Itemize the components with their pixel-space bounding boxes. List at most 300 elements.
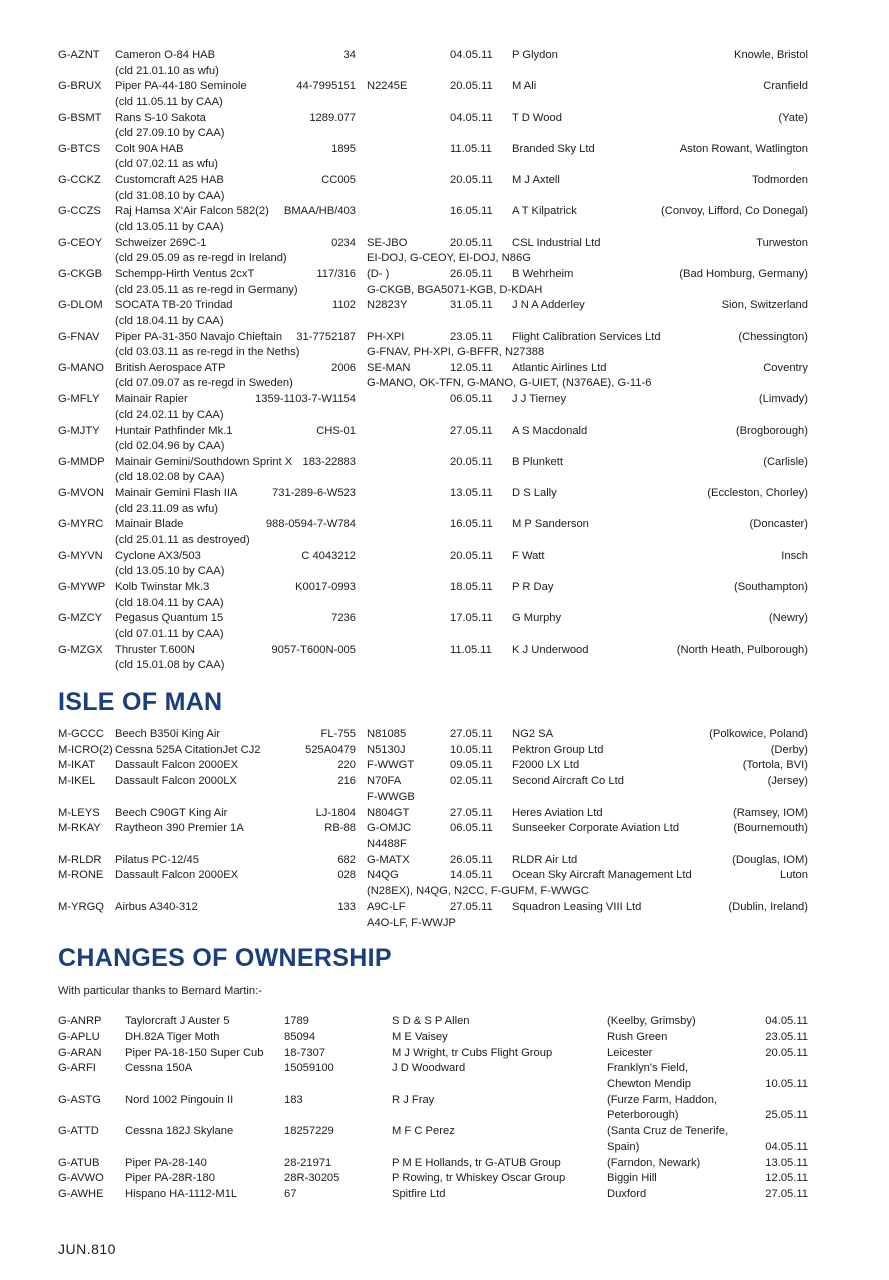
registration: G-MYWP	[58, 581, 106, 594]
previous-identities-note: (N28EX), N4QG, N2CC, F-GUFM, F-WWGC	[367, 885, 589, 898]
date: 16.05.11	[450, 518, 493, 531]
registration: G-MYRC	[58, 518, 104, 531]
owner: M F C Perez	[392, 1125, 455, 1138]
aircraft-type: Piper PA-44-180 Seminole	[115, 80, 247, 93]
iom-row	[58, 868, 808, 900]
aircraft-type: Cessna 150A	[125, 1062, 193, 1075]
changes-of-ownership-list	[58, 1014, 808, 1203]
aircraft-type: Schempp-Hirth Ventus 2cxT	[115, 268, 255, 281]
registration: G-BSMT	[58, 111, 102, 124]
owner: RLDR Air Ltd	[512, 853, 578, 866]
registration: M-IKEL	[58, 775, 96, 788]
aircraft-type: Dassault Falcon 2000EX	[115, 759, 239, 772]
location: (Douglas, IOM)	[732, 853, 808, 866]
dereg-row	[58, 611, 808, 642]
cancellation-note: (cld 03.03.11 as re-regd in the Neths)	[115, 346, 300, 359]
date: 04.05.11	[765, 1140, 808, 1153]
previous-identity: F-WWGT	[367, 759, 415, 772]
location: (Bournemouth)	[733, 822, 808, 835]
registration: M-YRGQ	[58, 900, 104, 913]
date: 31.05.11	[450, 299, 493, 312]
dereg-row	[58, 392, 808, 423]
registration: G-BRUX	[58, 80, 102, 93]
date: 27.05.11	[450, 728, 493, 740]
date: 12.05.11	[765, 1172, 808, 1185]
serial-number: 15059100	[284, 1062, 334, 1075]
aircraft-type: Beech C90GT King Air	[115, 806, 228, 819]
location: (Ramsey, IOM)	[733, 806, 808, 819]
cancellation-note: (cld 07.01.11 by CAA)	[115, 627, 224, 640]
owner: P Glydon	[512, 49, 558, 61]
aircraft-type: Mainair Gemini/Southdown Sprint X	[115, 455, 293, 468]
registration: G-CEOY	[58, 236, 103, 249]
cancellation-note: (cld 13.05.11 by CAA)	[115, 220, 224, 233]
serial-number: 1789	[284, 1015, 309, 1027]
registration: G-AVWO	[58, 1172, 104, 1185]
aircraft-type: Nord 1002 Pingouin II	[125, 1093, 234, 1106]
dereg-row	[58, 204, 808, 235]
iom-row	[58, 900, 808, 932]
aircraft-type: Cameron O-84 HAB	[115, 49, 216, 61]
location: Turweston	[756, 236, 808, 249]
previous-identity: SE-MAN	[367, 361, 411, 374]
serial-number: 7236	[331, 612, 356, 625]
serial-number: 1359-1103-7-W1154	[255, 393, 356, 406]
serial-number: K0017-0993	[295, 581, 356, 594]
location: Luton	[780, 869, 808, 882]
previous-identities-note: G-FNAV, PH-XPI, G-BFFR, N27388	[367, 346, 545, 359]
previous-identity: N2245E	[367, 80, 408, 93]
iom-row	[58, 806, 808, 822]
serial-number: 18-7307	[284, 1046, 326, 1059]
previous-identities-note: N4488F	[367, 837, 407, 850]
date: 13.05.11	[450, 487, 493, 500]
aircraft-type: Taylorcraft J Auster 5	[125, 1015, 230, 1027]
owner: M J Wright, tr Cubs Flight Group	[392, 1046, 553, 1059]
cancellation-note: (cld 18.02.08 by CAA)	[115, 471, 225, 484]
owner: M J Axtell	[512, 174, 560, 187]
location: (Chessington)	[738, 330, 808, 343]
location-line: Peterborough)	[607, 1109, 679, 1122]
owner: NG2 SA	[512, 728, 554, 740]
aircraft-type: DH.82A Tiger Moth	[125, 1030, 220, 1043]
previous-identities-note: A4O-LF, F-WWJP	[367, 916, 456, 929]
location: (Brogborough)	[735, 424, 808, 437]
previous-identities-note: G-MANO, OK-TFN, G-MANO, G-UIET, (N376AE), G-11-6	[367, 377, 652, 390]
date: 18.05.11	[450, 581, 493, 594]
aircraft-type: Schweizer 269C-1	[115, 236, 207, 249]
date: 25.05.11	[765, 1109, 808, 1122]
location: (Carlisle)	[763, 455, 808, 468]
serial-number: 1289.077	[309, 111, 356, 124]
location: (Southampton)	[733, 581, 808, 594]
registration: M-ICRO(2)	[58, 743, 113, 756]
aircraft-type: Piper PA-18-150 Super Cub	[125, 1046, 264, 1059]
ownership-row	[58, 1156, 808, 1172]
location: Sion, Switzerland	[721, 299, 808, 312]
location: (Convoy, Lifford, Co Donegal)	[661, 205, 808, 218]
registration: M-RONE	[58, 869, 104, 882]
serial-number: 9057-T600N-005	[271, 643, 356, 656]
aircraft-type: Cessna 525A CitationJet CJ2	[115, 743, 261, 756]
owner: J J Tierney	[512, 393, 567, 406]
aircraft-type: Mainair Blade	[115, 518, 184, 531]
owner: G Murphy	[512, 612, 562, 625]
location-line: Biggin Hill	[607, 1172, 657, 1185]
owner: Branded Sky Ltd	[512, 142, 595, 155]
registration: G-MMDP	[58, 455, 105, 468]
registration: G-CCKZ	[58, 174, 101, 187]
previous-identity: N70FA	[367, 775, 402, 788]
serial-number: 731-289-6-W523	[272, 487, 356, 500]
dereg-row	[58, 486, 808, 517]
previous-identity: G-MATX	[367, 853, 410, 866]
aircraft-type: SOCATA TB-20 Trindad	[115, 299, 233, 312]
aircraft-type: Rans S-10 Sakota	[115, 111, 206, 124]
owner: F2000 LX Ltd	[512, 759, 580, 772]
registration: G-ARFI	[58, 1062, 96, 1075]
location-line: Rush Green	[607, 1030, 668, 1043]
dereg-row	[58, 361, 808, 392]
cancellation-note: (cld 31.08.10 by CAA)	[115, 189, 225, 202]
aircraft-type: Dassault Falcon 2000EX	[115, 869, 239, 882]
previous-identity: G-OMJC	[367, 822, 412, 835]
location: (Derby)	[770, 743, 808, 756]
serial-number: 28-21971	[284, 1156, 332, 1169]
date: 04.05.11	[765, 1015, 808, 1027]
owner: T D Wood	[512, 111, 562, 124]
registration: G-MZCY	[58, 612, 103, 625]
serial-number: FL-755	[320, 728, 356, 740]
serial-number: 133	[337, 900, 356, 913]
serial-number: 0234	[331, 236, 356, 249]
previous-identity: N2823Y	[367, 299, 408, 312]
cancellation-note: (cld 29.05.09 as re-regd in Ireland)	[115, 252, 287, 265]
owner: M Ali	[512, 80, 537, 93]
serial-number: 525A0479	[304, 743, 356, 756]
serial-number: 1102	[331, 299, 356, 312]
registration: G-MZGX	[58, 643, 103, 656]
owner: Ocean Sky Aircraft Management Ltd	[512, 869, 692, 882]
owner: F Watt	[512, 549, 545, 562]
owner: Pektron Group Ltd	[512, 743, 604, 756]
aircraft-type: Airbus A340-312	[115, 900, 198, 913]
date: 23.05.11	[450, 330, 493, 343]
aircraft-type: Piper PA-28R-180	[125, 1172, 215, 1185]
aircraft-type: Pilatus PC-12/45	[115, 853, 199, 866]
owner: CSL Industrial Ltd	[512, 236, 601, 249]
registration: G-MJTY	[58, 424, 100, 437]
serial-number: 1895	[331, 142, 356, 155]
dereg-row	[58, 236, 808, 267]
aircraft-type: Beech B350i King Air	[115, 728, 221, 740]
location: (Bad Homburg, Germany)	[679, 268, 808, 281]
isle-of-man-list	[58, 727, 808, 931]
owner: A T Kilpatrick	[512, 205, 577, 218]
page-folio: JUN.810	[58, 1241, 116, 1257]
owner: M P Sanderson	[512, 518, 589, 531]
aircraft-type: Huntair Pathfinder Mk.1	[115, 424, 233, 437]
registration: M-RKAY	[58, 822, 101, 835]
registration: G-AZNT	[58, 49, 100, 61]
serial-number: 220	[337, 759, 356, 772]
owner: P R Day	[512, 581, 554, 594]
ownership-row	[58, 1046, 808, 1062]
cancellation-note: (cld 15.01.08 by CAA)	[115, 659, 225, 672]
serial-number: 34	[343, 49, 356, 61]
registration: G-MVON	[58, 487, 104, 500]
location-line: (Keelby, Grimsby)	[607, 1015, 696, 1027]
location: (Doncaster)	[749, 518, 808, 531]
date: 10.05.11	[450, 743, 493, 756]
date: 13.05.11	[765, 1156, 808, 1169]
previous-identity: A9C-LF	[367, 900, 406, 913]
date: 16.05.11	[450, 205, 493, 218]
aircraft-type: Pegasus Quantum 15	[115, 612, 224, 625]
owner: Flight Calibration Services Ltd	[512, 330, 661, 343]
cancellation-note: (cld 25.01.11 as destroyed)	[115, 533, 250, 546]
previous-identity: PH-XPI	[367, 330, 405, 343]
dereg-row	[58, 267, 808, 298]
location: (Limvady)	[758, 393, 808, 406]
date: 20.05.11	[450, 549, 493, 562]
serial-number: CC005	[321, 174, 356, 187]
serial-number: 2006	[331, 361, 356, 374]
location-line: Leicester	[607, 1046, 653, 1059]
aircraft-type: Kolb Twinstar Mk.3	[115, 581, 210, 594]
previous-identity: N804GT	[367, 806, 410, 819]
serial-number: 18257229	[284, 1125, 334, 1138]
date: 06.05.11	[450, 822, 493, 835]
registration: G-ASTG	[58, 1093, 101, 1106]
ownership-row	[58, 1014, 808, 1030]
date: 27.05.11	[450, 900, 493, 913]
cancellation-note: (cld 11.05.11 by CAA)	[115, 95, 223, 108]
iom-row	[58, 821, 808, 853]
aircraft-type: Piper PA-28-140	[125, 1156, 207, 1169]
cancellation-note: (cld 13.05.10 by CAA)	[115, 565, 225, 578]
date: 10.05.11	[765, 1077, 808, 1090]
cancellation-note: (cld 02.04.96 by CAA)	[115, 440, 225, 453]
previous-identity: N5130J	[367, 743, 406, 756]
dereg-row	[58, 424, 808, 455]
owner: P M E Hollands, tr G-ATUB Group	[392, 1156, 561, 1169]
serial-number: 85094	[284, 1030, 316, 1043]
date: 20.05.11	[450, 236, 493, 249]
registration: G-MANO	[58, 361, 104, 374]
serial-number: C 4043212	[301, 549, 356, 562]
aircraft-type: Mainair Gemini Flash IIA	[115, 487, 238, 500]
location-line: (Farndon, Newark)	[607, 1156, 701, 1169]
dereg-row	[58, 48, 808, 79]
registration: G-FNAV	[58, 330, 100, 343]
aircraft-type: Hispano HA-1112-M1L	[125, 1188, 238, 1201]
ownership-row	[58, 1093, 808, 1124]
registration: G-ANRP	[58, 1015, 102, 1027]
location: (North Heath, Pulborough)	[676, 643, 808, 656]
dereg-row	[58, 643, 808, 674]
location: Coventry	[763, 361, 808, 374]
cancellation-note: (cld 23.05.11 as re-regd in Germany)	[115, 283, 298, 296]
previous-identities-note: F-WWGB	[367, 790, 415, 803]
date: 02.05.11	[450, 775, 493, 788]
serial-number: CHS-01	[316, 424, 356, 437]
iom-row	[58, 743, 808, 759]
aircraft-type: Raytheon 390 Premier 1A	[115, 822, 244, 835]
iom-row	[58, 758, 808, 774]
owner: Spitfire Ltd	[392, 1188, 446, 1201]
date: 27.05.11	[765, 1188, 808, 1201]
dereg-row	[58, 298, 808, 329]
serial-number: 117/316	[316, 268, 356, 281]
owner: Second Aircraft Co Ltd	[512, 775, 624, 788]
location-line: Duxford	[607, 1188, 647, 1201]
serial-number: BMAA/HB/403	[283, 205, 356, 218]
serial-number: 183	[284, 1093, 303, 1106]
location: (Jersey)	[767, 775, 808, 788]
serial-number: 44-7995151	[296, 80, 356, 93]
location-line: (Furze Farm, Haddon,	[607, 1093, 718, 1106]
registration: G-ARAN	[58, 1046, 102, 1059]
changes-intro: With particular thanks to Bernard Martin:-	[58, 985, 262, 997]
registration: G-AWHE	[58, 1188, 104, 1201]
serial-number: 028	[337, 869, 356, 882]
owner: J D Woodward	[392, 1062, 466, 1075]
previous-identities-note: G-CKGB, BGA5071-KGB, D-KDAH	[367, 283, 543, 296]
serial-number: 31-7752187	[296, 330, 356, 343]
dereg-row	[58, 142, 808, 173]
location: Cranfield	[763, 80, 808, 93]
aircraft-type: Piper PA-31-350 Navajo Chieftain	[115, 330, 283, 343]
location: (Tortola, BVI)	[742, 759, 808, 772]
serial-number: 28R-30205	[284, 1172, 340, 1185]
cancellation-note: (cld 23.11.09 as wfu)	[115, 502, 219, 515]
cancellation-note: (cld 18.04.11 by CAA)	[115, 596, 224, 609]
serial-number: 216	[337, 775, 356, 788]
aircraft-type: Mainair Rapier	[115, 393, 188, 406]
ownership-row	[58, 1124, 808, 1155]
serial-number: 988-0594-7-W784	[265, 518, 356, 531]
date: 17.05.11	[450, 612, 493, 625]
owner: J N A Adderley	[512, 299, 585, 312]
location: Todmorden	[752, 174, 808, 187]
registration: G-MFLY	[58, 393, 100, 406]
date: 11.05.11	[450, 643, 492, 656]
cancellation-note: (cld 07.09.07 as re-regd in Sweden)	[115, 377, 293, 390]
iom-row	[58, 774, 808, 806]
aircraft-type: Cyclone AX3/503	[115, 549, 201, 562]
iom-row	[58, 727, 808, 743]
previous-identities-note: EI-DOJ, G-CEOY, EI-DOJ, N86G	[367, 252, 531, 265]
changes-of-ownership-heading: CHANGES OF OWNERSHIP	[58, 944, 392, 972]
isle-of-man-heading: ISLE OF MAN	[58, 688, 223, 716]
dereg-row	[58, 517, 808, 548]
date: 11.05.11	[450, 142, 492, 155]
location: Knowle, Bristol	[734, 49, 808, 61]
dereg-row	[58, 580, 808, 611]
serial-number: RB-88	[324, 822, 356, 835]
location: (Yate)	[778, 111, 808, 124]
date: 26.05.11	[450, 268, 493, 281]
previous-identity: N4QG	[367, 869, 399, 882]
owner: Squadron Leasing VIII Ltd	[512, 900, 642, 913]
date: 14.05.11	[450, 869, 493, 882]
date: 20.05.11	[450, 80, 493, 93]
owner: B Wehrheim	[512, 268, 574, 281]
date: 04.05.11	[450, 49, 493, 61]
owner: M E Vaisey	[392, 1030, 448, 1043]
dereg-row	[58, 549, 808, 580]
registration: G-BTCS	[58, 142, 101, 155]
aircraft-type: Thruster T.600N	[115, 643, 196, 656]
cancellation-note: (cld 18.04.11 by CAA)	[115, 314, 224, 327]
owner: Heres Aviation Ltd	[512, 806, 603, 819]
ownership-row	[58, 1171, 808, 1187]
location-line: Chewton Mendip	[607, 1077, 691, 1090]
owner: B Plunkett	[512, 455, 563, 468]
cancellation-note: (cld 24.02.11 by CAA)	[115, 408, 224, 421]
dereg-row	[58, 79, 808, 110]
location: Insch	[781, 549, 808, 562]
date: 20.05.11	[450, 174, 493, 187]
date: 09.05.11	[450, 759, 493, 772]
location-line: Spain)	[607, 1140, 640, 1153]
cancellation-note: (cld 27.09.10 by CAA)	[115, 127, 225, 140]
cancellation-note: (cld 07.02.11 as wfu)	[115, 158, 219, 171]
aircraft-type: Colt 90A HAB	[115, 142, 184, 155]
cancellation-note: (cld 21.01.10 as wfu)	[115, 64, 219, 77]
date: 12.05.11	[450, 361, 493, 374]
registration: M-GCCC	[58, 728, 104, 740]
owner: D S Lally	[512, 487, 557, 500]
registration: G-CKGB	[58, 268, 103, 281]
location: (Dublin, Ireland)	[728, 900, 808, 913]
aircraft-type: Raj Hamsa X'Air Falcon 582(2)	[115, 205, 269, 218]
location: (Newry)	[768, 612, 808, 625]
serial-number: 183-22883	[302, 455, 356, 468]
location: (Eccleston, Chorley)	[707, 487, 808, 500]
deregistrations-list	[58, 48, 808, 674]
owner: K J Underwood	[512, 643, 589, 656]
previous-identity: N81085	[367, 728, 407, 740]
date: 27.05.11	[450, 806, 493, 819]
owner: R J Fray	[392, 1093, 435, 1106]
aircraft-type: Customcraft A25 HAB	[115, 174, 224, 187]
ownership-row	[58, 1187, 808, 1203]
dereg-row	[58, 173, 808, 204]
owner: Sunseeker Corporate Aviation Ltd	[512, 822, 680, 835]
dereg-row	[58, 455, 808, 486]
serial-number: LJ-1804	[315, 806, 356, 819]
previous-identity: SE-JBO	[367, 236, 408, 249]
location-line: Franklyn's Field,	[607, 1062, 689, 1075]
registration: G-DLOM	[58, 299, 103, 312]
date: 20.05.11	[450, 455, 493, 468]
registration: G-ATTD	[58, 1125, 99, 1138]
serial-number: 67	[284, 1188, 297, 1201]
date: 04.05.11	[450, 111, 493, 124]
date: 26.05.11	[450, 853, 493, 866]
registration: G-CCZS	[58, 205, 101, 218]
location: (Polkowice, Poland)	[709, 728, 808, 740]
registration: G-APLU	[58, 1030, 100, 1043]
registration: M-LEYS	[58, 806, 100, 819]
registration: M-IKAT	[58, 759, 96, 772]
ownership-row	[58, 1030, 808, 1046]
date: 20.05.11	[765, 1046, 808, 1059]
aircraft-type: British Aerospace ATP	[115, 361, 226, 374]
owner: Atlantic Airlines Ltd	[512, 361, 607, 374]
